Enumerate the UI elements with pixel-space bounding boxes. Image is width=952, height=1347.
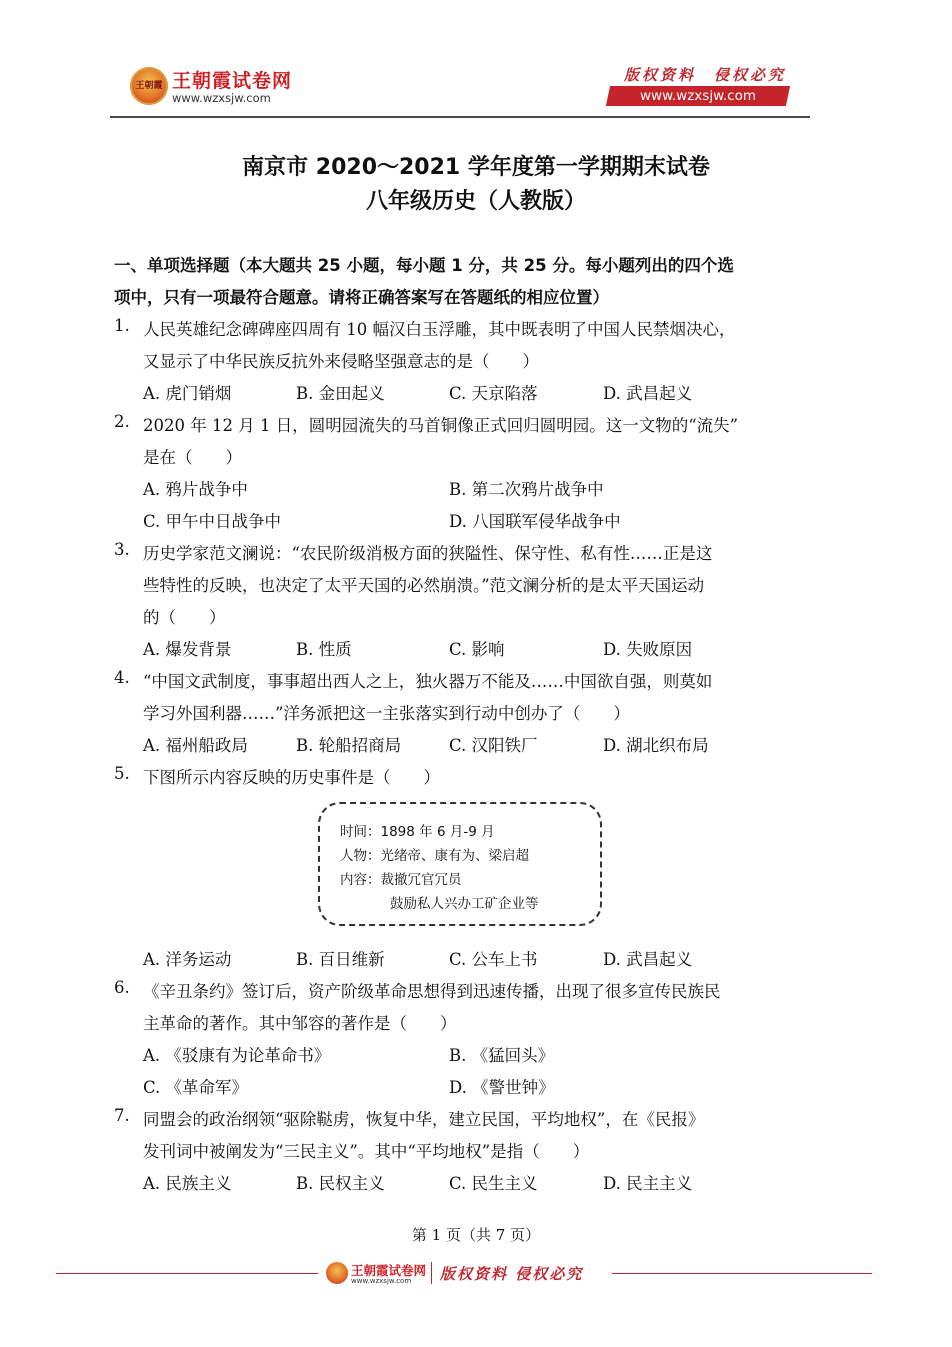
page-header xyxy=(110,62,810,118)
option-c: C. 甲午中日战争中 xyxy=(143,512,282,531)
brand-name: 王朝霞试卷网 xyxy=(172,70,293,92)
question-text: 历史学家范文澜说：“农民阶级消极方面的狭隘性、保守性、私有性……正是这 xyxy=(143,544,713,563)
event-info-box xyxy=(318,802,602,926)
option-b: B. 性质 xyxy=(296,640,352,659)
question-number: 4. xyxy=(114,668,130,687)
question-text: 下图所示内容反映的历史事件是（ ） xyxy=(143,768,440,787)
question-text: 的（ ） xyxy=(143,608,226,627)
option-c: C. 汉阳铁厂 xyxy=(449,736,538,755)
section-heading-line: 项中，只有一项最符合题意。请将正确答案写在答题纸的相应位置） xyxy=(114,288,609,307)
exam-title: 南京市 2020～2021 学年度第一学期期末试卷 xyxy=(242,155,710,180)
option-a: A. 福州船政局 xyxy=(143,736,248,755)
option-d: D. 武昌起义 xyxy=(603,384,693,403)
brand-url[interactable]: www.wzxsjw.com xyxy=(172,91,271,105)
option-d: D. 民主主义 xyxy=(603,1174,693,1193)
option-a: A. 《驳康有为论革命书》 xyxy=(143,1046,331,1065)
question-text: 《辛丑条约》签订后，资产阶级革命思想得到迅速传播，出现了很多宣传民族民 xyxy=(143,982,721,1001)
question-text: “中国文武制度，事事超出西人之上，独火器万不能及……中国欲自强，则莫如 xyxy=(143,672,713,691)
copyright-slogan: 版权资料 侵权必究 xyxy=(623,66,786,84)
option-b: B. 百日维新 xyxy=(296,950,385,969)
footer-divider-right xyxy=(612,1273,872,1274)
question-text: 学习外国利器……”洋务派把这一主张落实到行动中创办了（ ） xyxy=(143,704,630,723)
logo-badge-text: 王朝霞 xyxy=(135,81,163,91)
option-b: B. 第二次鸦片战争中 xyxy=(449,480,604,499)
option-b: B. 《猛回头》 xyxy=(449,1046,555,1065)
question-number: 1. xyxy=(114,316,130,335)
option-d: D. 失败原因 xyxy=(603,640,693,659)
footer-divider-left xyxy=(56,1273,318,1274)
option-d: D. 湖北织布局 xyxy=(603,736,709,755)
option-a: A. 爆发背景 xyxy=(143,640,232,659)
question-text: 2020 年 12 月 1 日，圆明园流失的马首铜像正式回归圆明园。这一文物的“流失” xyxy=(143,416,739,435)
option-b: B. 金田起义 xyxy=(296,384,385,403)
option-c: C. 影响 xyxy=(449,640,505,659)
brand-logo-icon xyxy=(130,67,168,105)
page-number: 第 1 页（共 7 页） xyxy=(411,1226,541,1244)
option-c: C. 民生主义 xyxy=(449,1174,538,1193)
footer-separator xyxy=(431,1262,432,1284)
option-a: A. 鸦片战争中 xyxy=(143,480,248,499)
question-number: 2. xyxy=(114,412,130,431)
question-text: 些特性的反映，也决定了太平天国的必然崩溃。”范文澜分析的是太平天国运动 xyxy=(143,576,705,595)
section-heading-line: 一、单项选择题（本大题共 25 小题，每小题 1 分，共 25 分。每小题列出的四个选 xyxy=(114,256,734,275)
box-line-people: 人物：光绪帝、康有为、梁启超 xyxy=(340,848,529,864)
exam-subtitle: 八年级历史（人教版） xyxy=(365,189,586,214)
footer-slogan: 版权资料 侵权必究 xyxy=(440,1265,584,1283)
section-heading xyxy=(114,250,814,314)
option-b: B. 轮船招商局 xyxy=(296,736,402,755)
option-c: C. 天京陷落 xyxy=(449,384,538,403)
box-line-content-cont: 鼓励私人兴办工矿企业等 xyxy=(390,896,539,912)
url-banner[interactable] xyxy=(606,86,790,106)
option-a: A. 民族主义 xyxy=(143,1174,232,1193)
footer-brand-url[interactable]: www.wzxsjw.com xyxy=(351,1277,412,1285)
option-b: B. 民权主义 xyxy=(296,1174,385,1193)
question-text: 发刊词中被阐发为“三民主义”。其中“平均地权”是指（ ） xyxy=(143,1142,590,1161)
footer-logo-icon xyxy=(326,1262,348,1284)
question-number: 6. xyxy=(114,978,130,997)
box-line-time: 时间：1898 年 6 月-9 月 xyxy=(340,824,495,840)
footer-brand-name: 王朝霞试卷网 xyxy=(351,1263,427,1278)
question-number: 7. xyxy=(114,1106,130,1125)
header-divider xyxy=(110,116,810,118)
question-number: 3. xyxy=(114,540,130,559)
option-a: A. 洋务运动 xyxy=(143,950,232,969)
url-banner-text: www.wzxsjw.com xyxy=(639,88,756,104)
option-d: D. 八国联军侵华战争中 xyxy=(449,512,621,531)
option-d: D. 《警世钟》 xyxy=(449,1078,555,1097)
question-text: 又显示了中华民族反抗外来侵略坚强意志的是（ ） xyxy=(143,352,539,371)
box-line-content: 内容：裁撤冗官冗员 xyxy=(340,872,462,888)
question-text: 同盟会的政治纲领“驱除鞑虏，恢复中华，建立民国，平均地权”，在《民报》 xyxy=(143,1110,705,1129)
option-d: D. 武昌起义 xyxy=(603,950,693,969)
option-a: A. 虎门销烟 xyxy=(143,384,232,403)
option-c: C. 《革命军》 xyxy=(143,1078,249,1097)
question-text: 主革命的著作。其中邹容的著作是（ ） xyxy=(143,1014,457,1033)
question-text: 是在（ ） xyxy=(143,448,242,467)
option-c: C. 公车上书 xyxy=(449,950,538,969)
question-text: 人民英雄纪念碑碑座四周有 10 幅汉白玉浮雕，其中既表明了中国人民禁烟决心， xyxy=(143,320,736,339)
question-number: 5. xyxy=(114,764,130,783)
